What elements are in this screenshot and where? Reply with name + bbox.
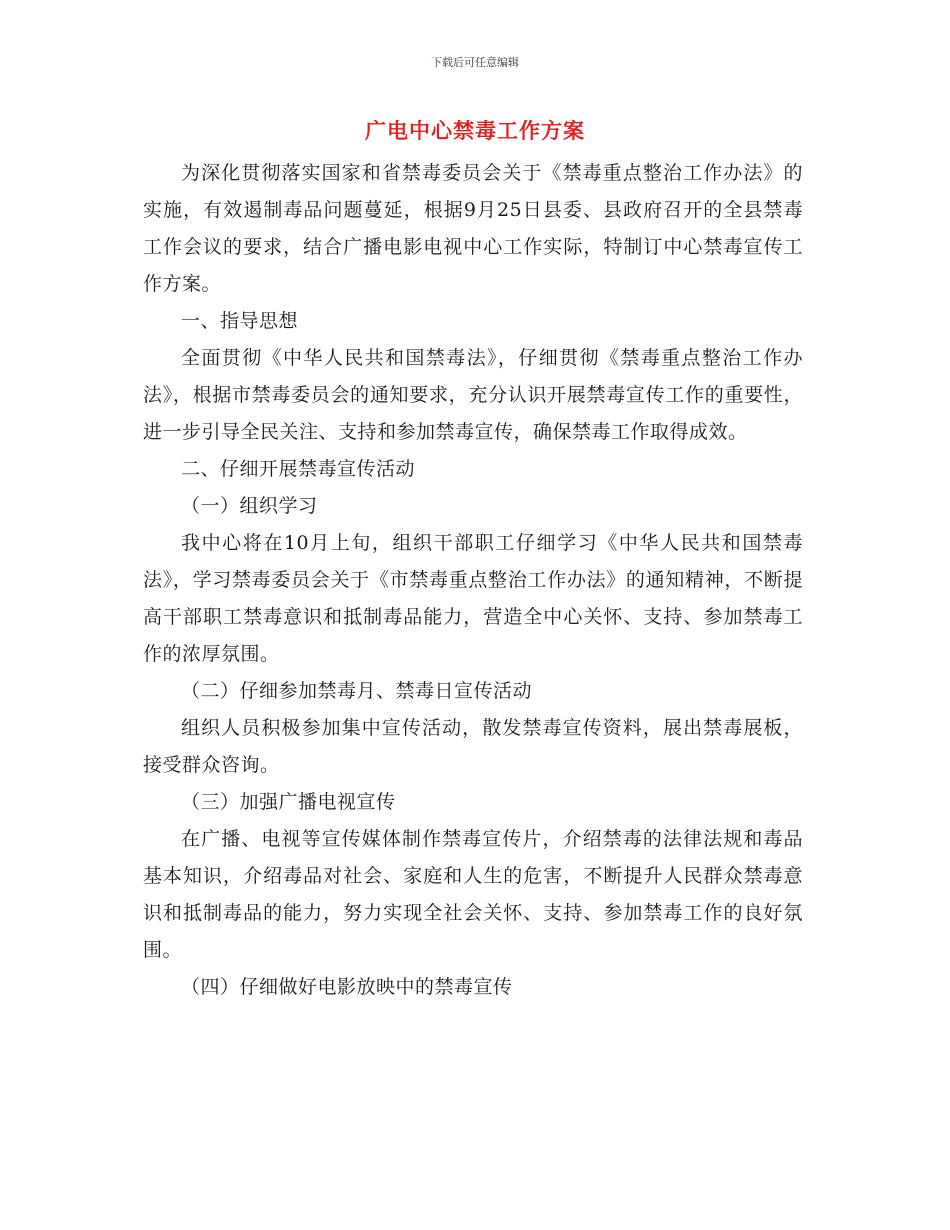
section-heading-guiding-ideology: 一、指导思想 [181, 310, 299, 332]
paragraph-intro: 为深化贯彻落实国家和省禁毒委员会关于《禁毒重点整治工作办法》的实施，有效遏制毒品问题蔓延，根据9月25日县委、县政府召开的全县禁毒工作会议的要求，结合广播电影电视中心工作实际，特制订中心禁毒宣传工作方案。 [143, 162, 803, 295]
paragraph-guiding-ideology: 全面贯彻《中华人民共和国禁毒法》，仔细贯彻《禁毒重点整治工作办法》，根据市禁毒委员会的通知要求，充分认识开展禁毒宣传工作的重要性，进一步引导全民关注、支持和参加禁毒宣传，确保禁毒工作取得成效。 [143, 347, 803, 443]
subsection-heading-campaign: （二）仔细参加禁毒月、禁毒日宣传活动 [181, 680, 533, 702]
section-heading-activities: 二、仔细开展禁毒宣传活动 [181, 458, 416, 480]
subsection-heading-film: （四）仔细做好电影放映中的禁毒宣传 [181, 976, 513, 998]
document-body [143, 155, 803, 1006]
header-note: 下载后可任意编辑 [431, 56, 519, 69]
paragraph-broadcast: 在广播、电视等宣传媒体制作禁毒宣传片，介绍禁毒的法律法规和毒品基本知识，介绍毒品对社会、家庭和人生的危害，不断提升人民群众禁毒意识和抵制毒品的能力，努力实现全社会关怀、支持、参加禁毒工作的良好氛围。 [143, 828, 803, 961]
document-title: 广电中心禁毒工作方案 [365, 119, 585, 143]
paragraph-campaign: 组织人员积极参加集中宣传活动，散发禁毒宣传资料，展出禁毒展板，接受群众咨询。 [143, 717, 803, 776]
paragraph-study: 我中心将在10月上旬，组织干部职工仔细学习《中华人民共和国禁毒法》，学习禁毒委员会关于《市禁毒重点整治工作办法》的通知精神，不断提高干部职工禁毒意识和抵制毒品能力，营造全中心关怀、支持、参加禁毒工作的浓厚氛围。 [143, 532, 803, 665]
subsection-heading-study: （一）组织学习 [181, 495, 318, 517]
subsection-heading-broadcast: （三）加强广播电视宣传 [181, 791, 396, 813]
